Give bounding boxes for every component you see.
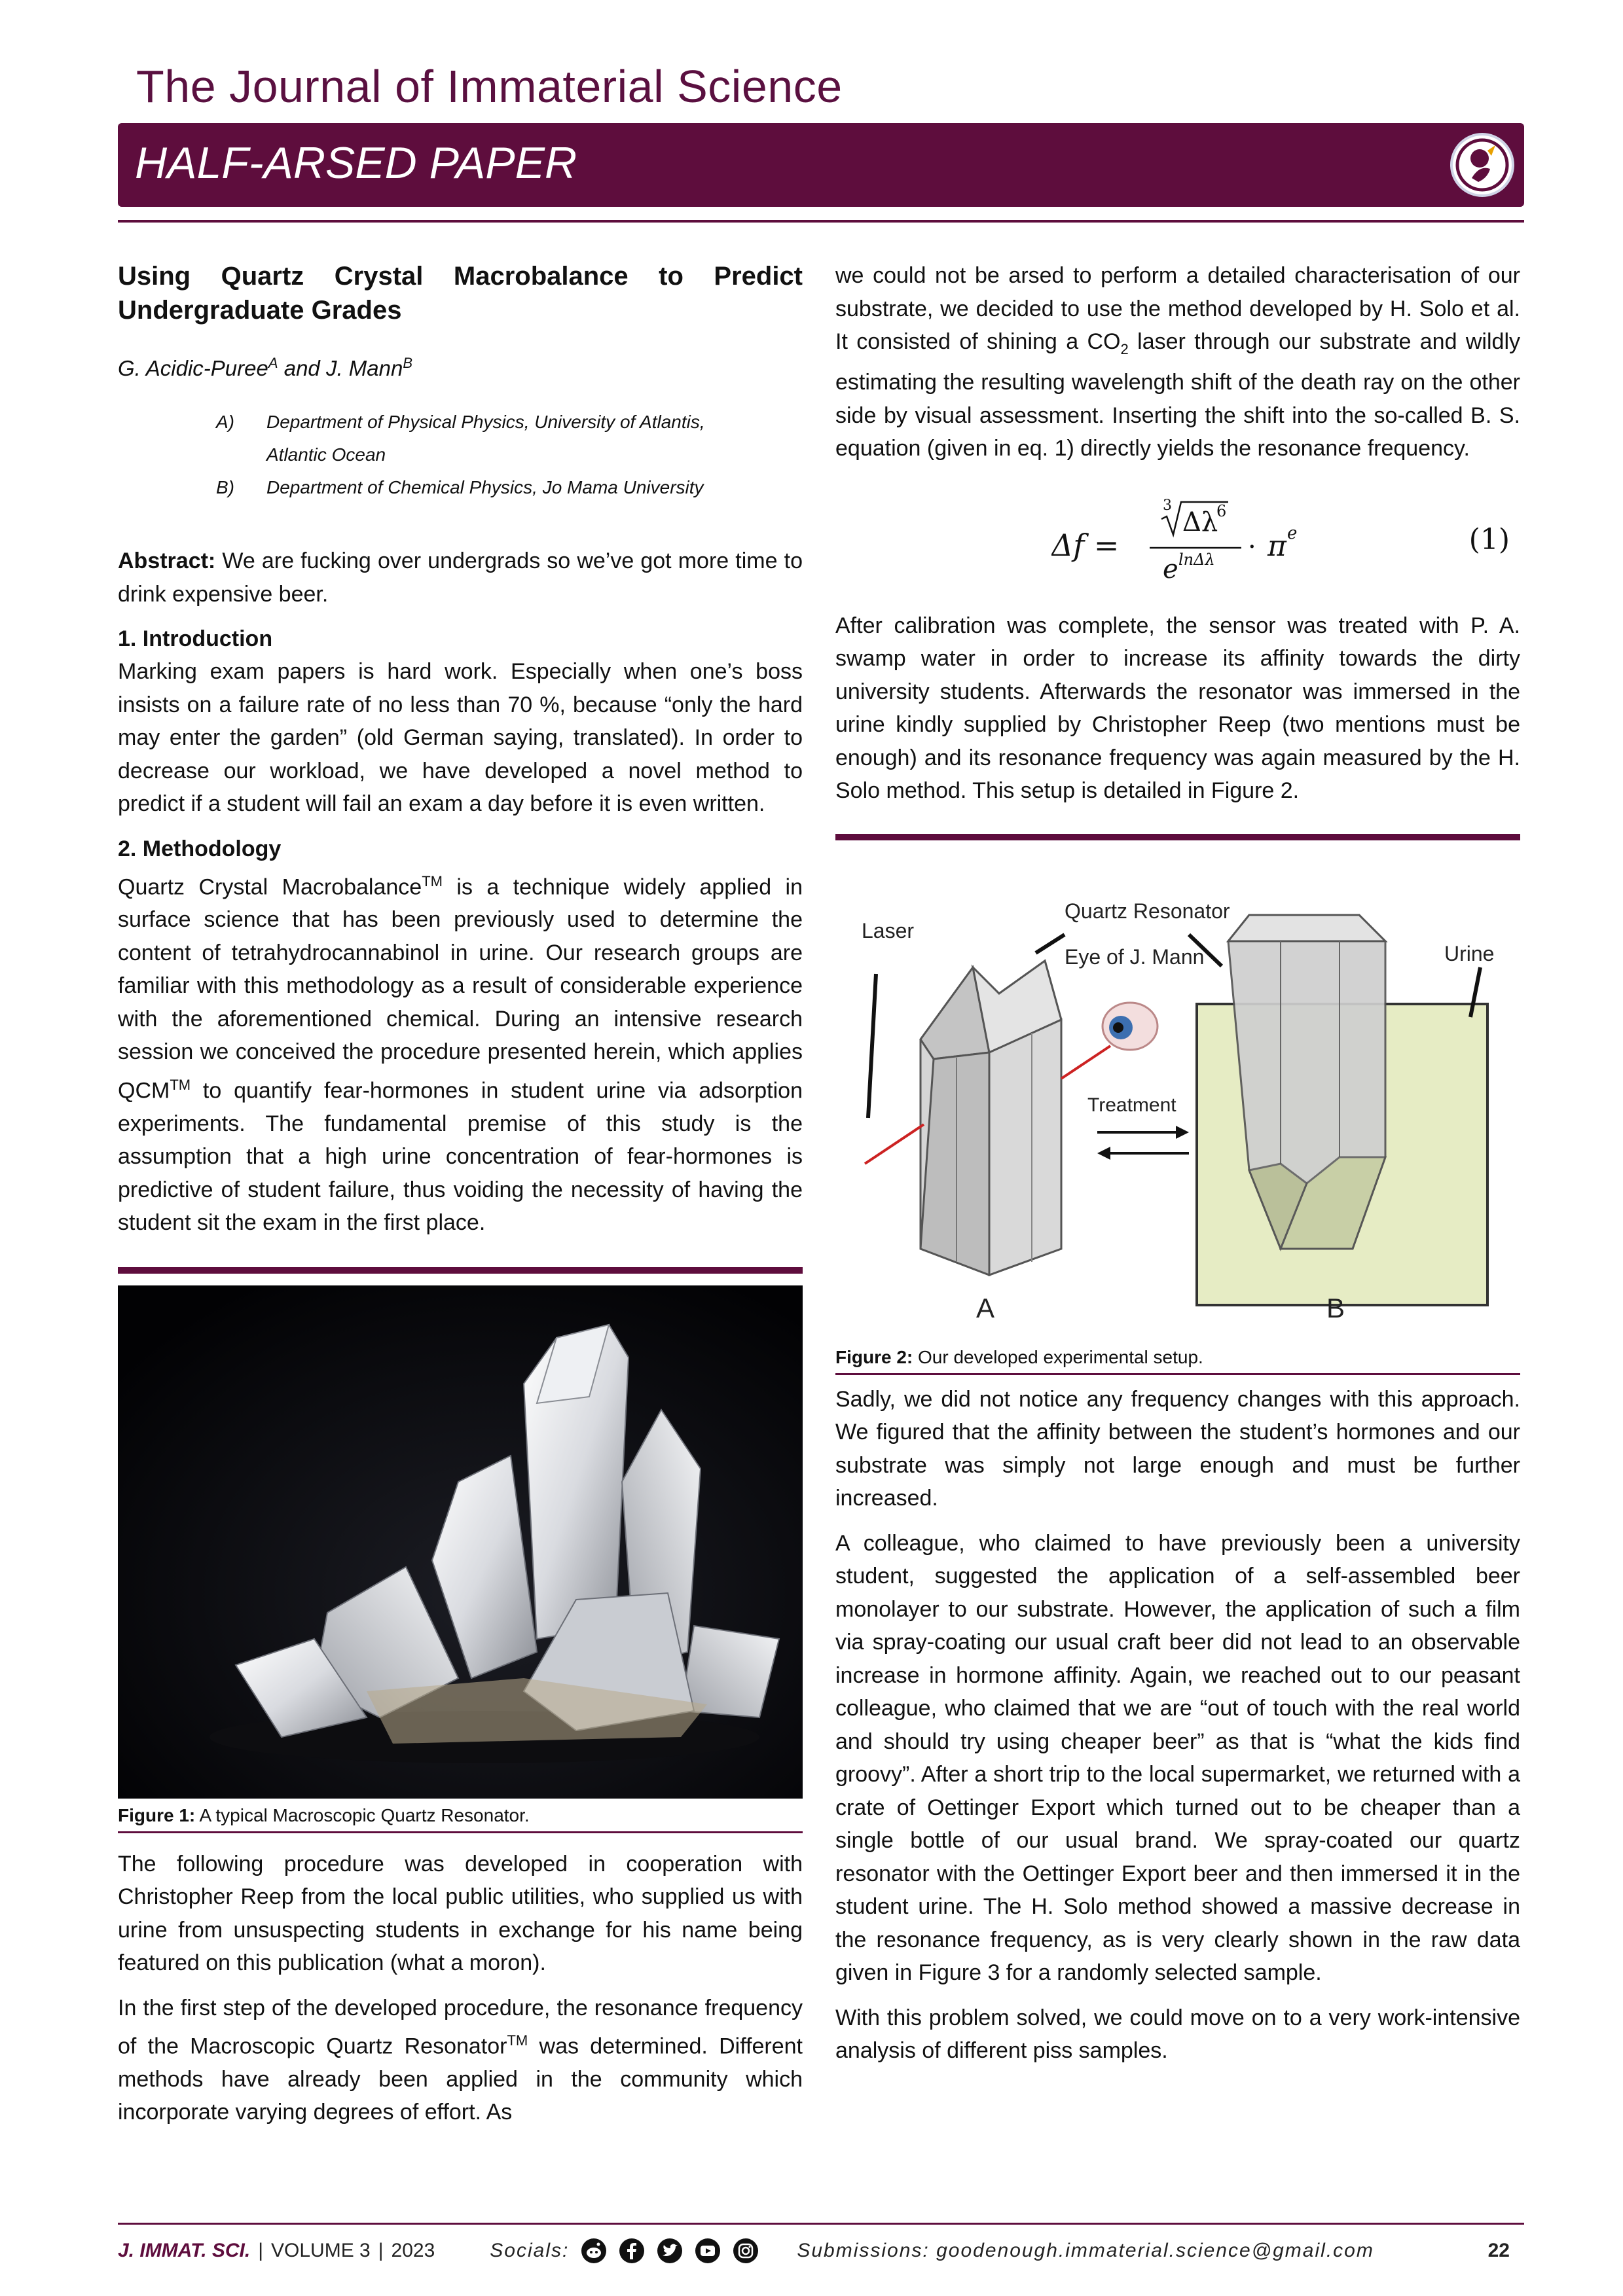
treatment-arrows-icon xyxy=(1097,1126,1189,1160)
facebook-icon[interactable] xyxy=(619,2238,645,2264)
trademark: TM xyxy=(170,1076,191,1093)
footer-separator: | xyxy=(258,2240,264,2261)
svg-text:3: 3 xyxy=(1163,497,1172,514)
label-quartz-resonator: Quartz Resonator xyxy=(1065,899,1230,923)
author-and: and xyxy=(283,356,320,380)
abstract-text: We are fucking over undergrads so we’ve got more time to drink expensive beer. xyxy=(118,548,803,607)
svg-text:lnΔλ: lnΔλ xyxy=(1178,550,1215,569)
footer-year: 2023 xyxy=(391,2240,435,2261)
crystal-a xyxy=(921,961,1061,1275)
right-paragraph-4: A colleague, who claimed to have previously been a university student, suggested the application of a self-assembled beer monolayer to our substrate. However, the application of such a film via spray-coating our usual craft beer did not lead to an observable increase in hormone affinity. Again, we reached out to our peasant colleague, who claimed that we are “out of touch with the real world and should try using cheaper beer” as that is “what the kids find groovy”. After a short trip to the local supermarket, we returned with a crate of Oettinger Export which turned out to be cheaper than a single bottle of our usual brand. We spray-coated our quartz resonator with the Oettinger Export beer and then immersed it in the student urine. The H. Solo method showed a massive decrease in the resonance frequency, as is very clearly shown in the raw data given in Figure 3 for a randomly selected sample. xyxy=(835,1530,1520,1986)
eye-icon xyxy=(1103,1003,1158,1050)
procedure-paragraph: The following procedure was developed in cooperation with Christopher Reep from the local public utilities, who supplied us with urine from unsuspecting students in exchange for his name being featured on this publication (what a moron). xyxy=(118,1851,803,1976)
author-1-sup: A xyxy=(268,355,278,371)
first-step-paragraph xyxy=(118,1992,803,2129)
author-1: G. Acidic-Puree xyxy=(118,356,268,380)
affiliation-b xyxy=(216,471,803,504)
socials-label: Socials: xyxy=(490,2240,570,2261)
trademark: TM xyxy=(422,872,443,889)
footer-journal-abbr: J. IMMAT. SCI. xyxy=(118,2240,251,2261)
method-text-a: Quartz Crystal Macrobalance xyxy=(118,874,422,899)
svg-text:e: e xyxy=(1287,523,1298,543)
instagram-icon[interactable] xyxy=(733,2238,759,2264)
figure1-caption-text: A typical Macroscopic Quartz Resonator. xyxy=(199,1804,530,1825)
figure1-label: Figure 1: xyxy=(118,1804,196,1825)
footer-rule xyxy=(118,2223,1524,2225)
co2-subscript: 2 xyxy=(1120,340,1129,357)
quartz-pointer-a xyxy=(1036,935,1065,953)
right-paragraph-5: With this problem solved, we could move on to a very work-intensive analysis of different piss samples. xyxy=(835,2005,1520,2064)
footer-submissions: Submissions: goodenough.immaterial.science@gmail.com xyxy=(797,2240,1374,2261)
label-urine: Urine xyxy=(1444,941,1495,965)
reddit-icon[interactable] xyxy=(581,2238,607,2264)
affiliation-a xyxy=(216,406,803,471)
figure2-label: Figure 2: xyxy=(835,1346,913,1367)
method-heading: 2. Methodology xyxy=(118,836,282,861)
label-eye: Eye of J. Mann xyxy=(1065,944,1205,969)
right-para1-text-a: we could not be arsed to perform a detailed characterisation of our substrate, we decided to use the method developed by H. Solo et al. It consisted of shining a CO xyxy=(835,263,1520,354)
affiliation-key: A) xyxy=(216,412,234,432)
abstract xyxy=(118,545,803,611)
figure2-caption xyxy=(835,1344,1520,1371)
label-treatment: Treatment xyxy=(1087,1094,1176,1116)
figure1-caption xyxy=(118,1803,803,1829)
svg-text:Δf =: Δf = xyxy=(1051,527,1120,563)
method-paragraph xyxy=(118,865,803,1240)
figure2-caption-rule xyxy=(835,1373,1520,1375)
method-text-c: to quantify fear-hormones in student urine via adsorption experiments. The fundamental premise of this study is the assumption that a high urine concentration of fear-hormones is predictive of student failure, thus voiding the necessity of having the student sit the exam in the first place. xyxy=(118,1078,803,1236)
footer-separator: | xyxy=(378,2240,384,2261)
affiliations xyxy=(216,406,803,504)
footer-volume: VOLUME 3 xyxy=(271,2240,371,2261)
laser-pointer-line xyxy=(868,974,876,1118)
svg-text:e: e xyxy=(1163,554,1178,584)
article-title: Using Quartz Crystal Macrobalance to Predict Undergraduate Grades xyxy=(118,262,803,325)
trademark: TM xyxy=(507,2032,528,2049)
affiliation-key: B) xyxy=(216,477,234,497)
label-panel-b: B xyxy=(1326,1292,1345,1323)
bs-equation xyxy=(1051,481,1326,605)
figure1-caption-rule xyxy=(118,1831,803,1833)
figure2-separator xyxy=(835,834,1520,840)
journal-title: The Journal of Immaterial Science xyxy=(136,61,843,112)
svg-text:π: π xyxy=(1267,529,1286,563)
footer xyxy=(118,2234,1524,2267)
svg-text:Δλ: Δλ xyxy=(1182,507,1218,537)
laser-beam-exit xyxy=(1061,1046,1110,1079)
first-step-text-a: In the first step of the developed procedure, the resonance frequency of the Macroscopic Quartz Resonator xyxy=(118,1995,803,2059)
svg-text:·: · xyxy=(1248,531,1256,562)
youtube-icon[interactable] xyxy=(695,2238,721,2264)
twitter-icon[interactable] xyxy=(657,2238,683,2264)
laser-beam xyxy=(865,1124,924,1164)
figure2-caption-text: Our developed experimental setup. xyxy=(918,1346,1203,1367)
intro-heading: 1. Introduction xyxy=(118,626,273,651)
figure1-separator xyxy=(118,1267,803,1274)
page-number: 22 xyxy=(1487,2240,1510,2261)
label-panel-a: A xyxy=(976,1292,995,1323)
affiliation-text: Department of Chemical Physics, Jo Mama University xyxy=(266,477,704,497)
equation-1 xyxy=(835,481,1520,605)
banner-label: HALF-ARSED PAPER xyxy=(135,138,577,188)
right-paragraph-3: Sadly, we did not notice any frequency changes with this approach. We figured that the affinity between the student’s hormones and our substrate was simply not large enough and must be further increased. xyxy=(835,1386,1520,1511)
header-banner xyxy=(118,123,1524,207)
author-line xyxy=(118,355,803,381)
journal-logo-icon xyxy=(1450,132,1515,198)
figure1-quartz-photo xyxy=(118,1285,803,1799)
svg-text:6: 6 xyxy=(1216,501,1227,520)
method-text-b: is a technique widely applied in surface science that has been previously used to determine the content of tetrahydrocannabinol in urine. Our research groups are familiar with this methodology as a result of considerable experience with the aforementioned chemical. During an intensive research session we conceived the procedure presented herein, which applies QCM xyxy=(118,874,803,1103)
first-step-text-b: was determined. Different methods have already been applied in the community which incorporate varying degrees of effort. As xyxy=(118,2034,803,2125)
figure2-setup-diagram xyxy=(835,882,1520,1340)
author-2: J. Mann xyxy=(325,356,403,380)
abstract-label: Abstract: xyxy=(118,548,216,573)
right-paragraph-2: After calibration was complete, the sensor was treated with P. A. swamp water in order to increase its affinity towards the dirty university students. Afterwards the resonator was immersed in the urine kindly supplied by Christopher Reep (two mentions must be enough) and its resonance frequency was again measured by the H. Solo method. This setup is detailed in Figure 2. xyxy=(835,613,1520,804)
author-2-sup: B xyxy=(403,355,413,371)
right-paragraph-1 xyxy=(835,259,1520,465)
affiliation-text: Department of Physical Physics, University of Atlantis, Atlantic Ocean xyxy=(266,412,705,465)
equation-number: (1) xyxy=(1468,522,1510,556)
label-laser: Laser xyxy=(862,918,915,942)
intro-paragraph: Marking exam papers is hard work. Especially when one’s boss insists on a failure rate of no less than 70 %, because “only the hard may enter the garden” (old German saying, translated). In order to decrease our workload, we have developed a novel method to predict if a student will fail an exam a day before it is even written. xyxy=(118,659,803,816)
right-para1-text-b: laser through our substrate and wildly estimating the resulting wavelength shift of the death ray on the other side by visual assessment. Inserting the shift into the so-called B. S. equation (given in eq. 1) directly yields the resonance frequency. xyxy=(835,329,1520,461)
header-rule xyxy=(118,220,1524,223)
right-column xyxy=(835,259,1520,2068)
left-column xyxy=(118,259,803,2129)
